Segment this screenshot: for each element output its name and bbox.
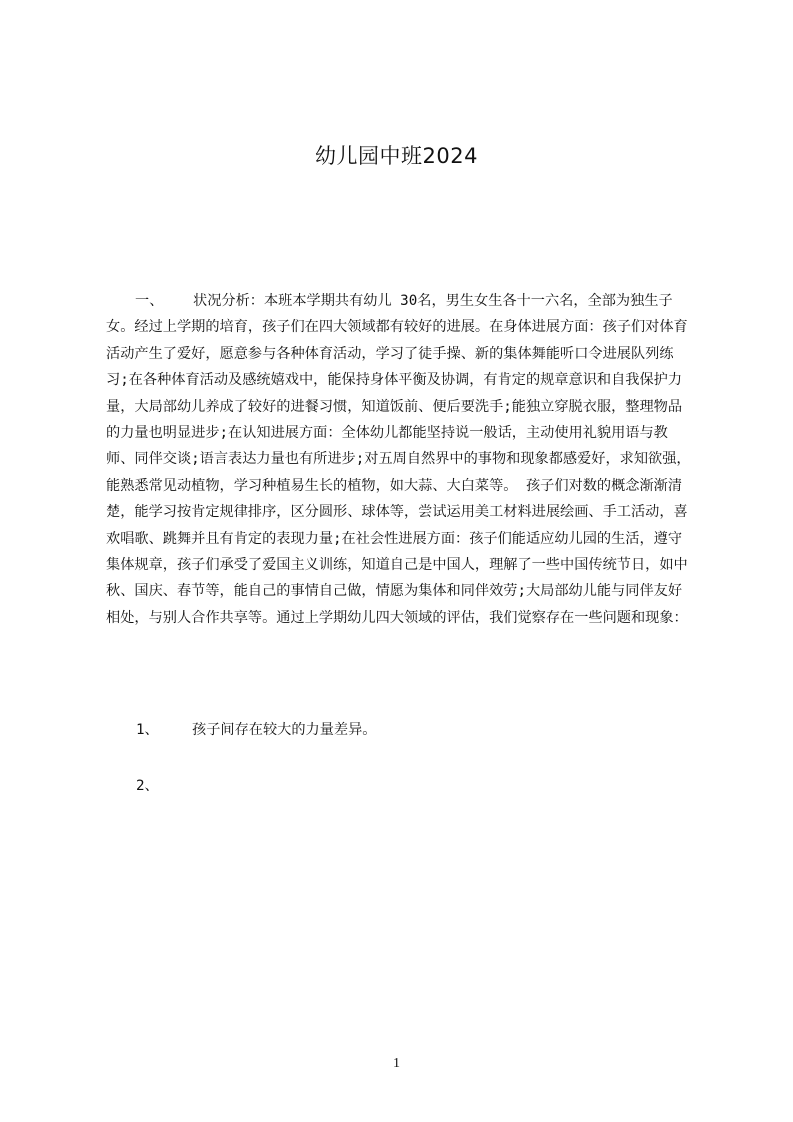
situation-analysis-paragraph xyxy=(106,288,694,631)
list-item-number: 1、 xyxy=(136,722,159,738)
list-item xyxy=(136,775,192,795)
section-label: 一、 xyxy=(135,293,164,309)
section-body: 状况分析：本班本学期共有幼儿 30名，男生女生各十一六名，全部为独生子女。经过上学期的培育，孩子们在四大领域都有较好的进展。在身体进展方面：孩子们对体育活动产生了爱好，愿意参与各种体育活动，学习了徒手操、新的集体舞能听口令进展队列练习;在各种体育活动及感统嬉戏中，能保持身体平衡及协调，有肯定的规章意识和自我保护力量，大局部幼儿养成了较好的进餐习惯，知道饭前、便后要洗手;能独立穿脱衣服，整理物品的力量也明显进步;在认知进展方面：全体幼儿都能坚持说一般话，主动使用礼貌用语与教师、同伴交谈;语言表达力量也有所进步;对五周自然界中的事物和现象都感爱好，求知欲强，能熟悉常见动植物，学习种植易生长的植物，如大蒜、大白菜等。 孩子们对数的概念渐渐清楚，能学习按肯定规律排序，区分圆形、球体等，尝试运用美工材料进展绘画、手工活动，喜欢唱歌、跳舞并且有肯定的表现力量;在社会性进展方面：孩子们能适应幼儿园的生活，遵守集体规章，孩子们承受了爱国主义训练，知道自己是中国人，理解了一些中国传统节日，如中秋、国庆、春节等，能自己的事情自己做，情愿为集体和同伴效劳;大局部幼儿能与同伴友好相处，与别人合作共享等。通过上学期幼儿四大领域的评估，我们觉察存在一些问题和现象： xyxy=(106,293,691,626)
page-number: 1 xyxy=(393,1056,400,1071)
list-item xyxy=(136,719,376,739)
list-item-text: 孩子间存在较大的力量差异。 xyxy=(192,722,377,738)
document-title: 幼儿园中班2024 xyxy=(315,144,478,168)
list-item-number: 2、 xyxy=(136,778,159,794)
